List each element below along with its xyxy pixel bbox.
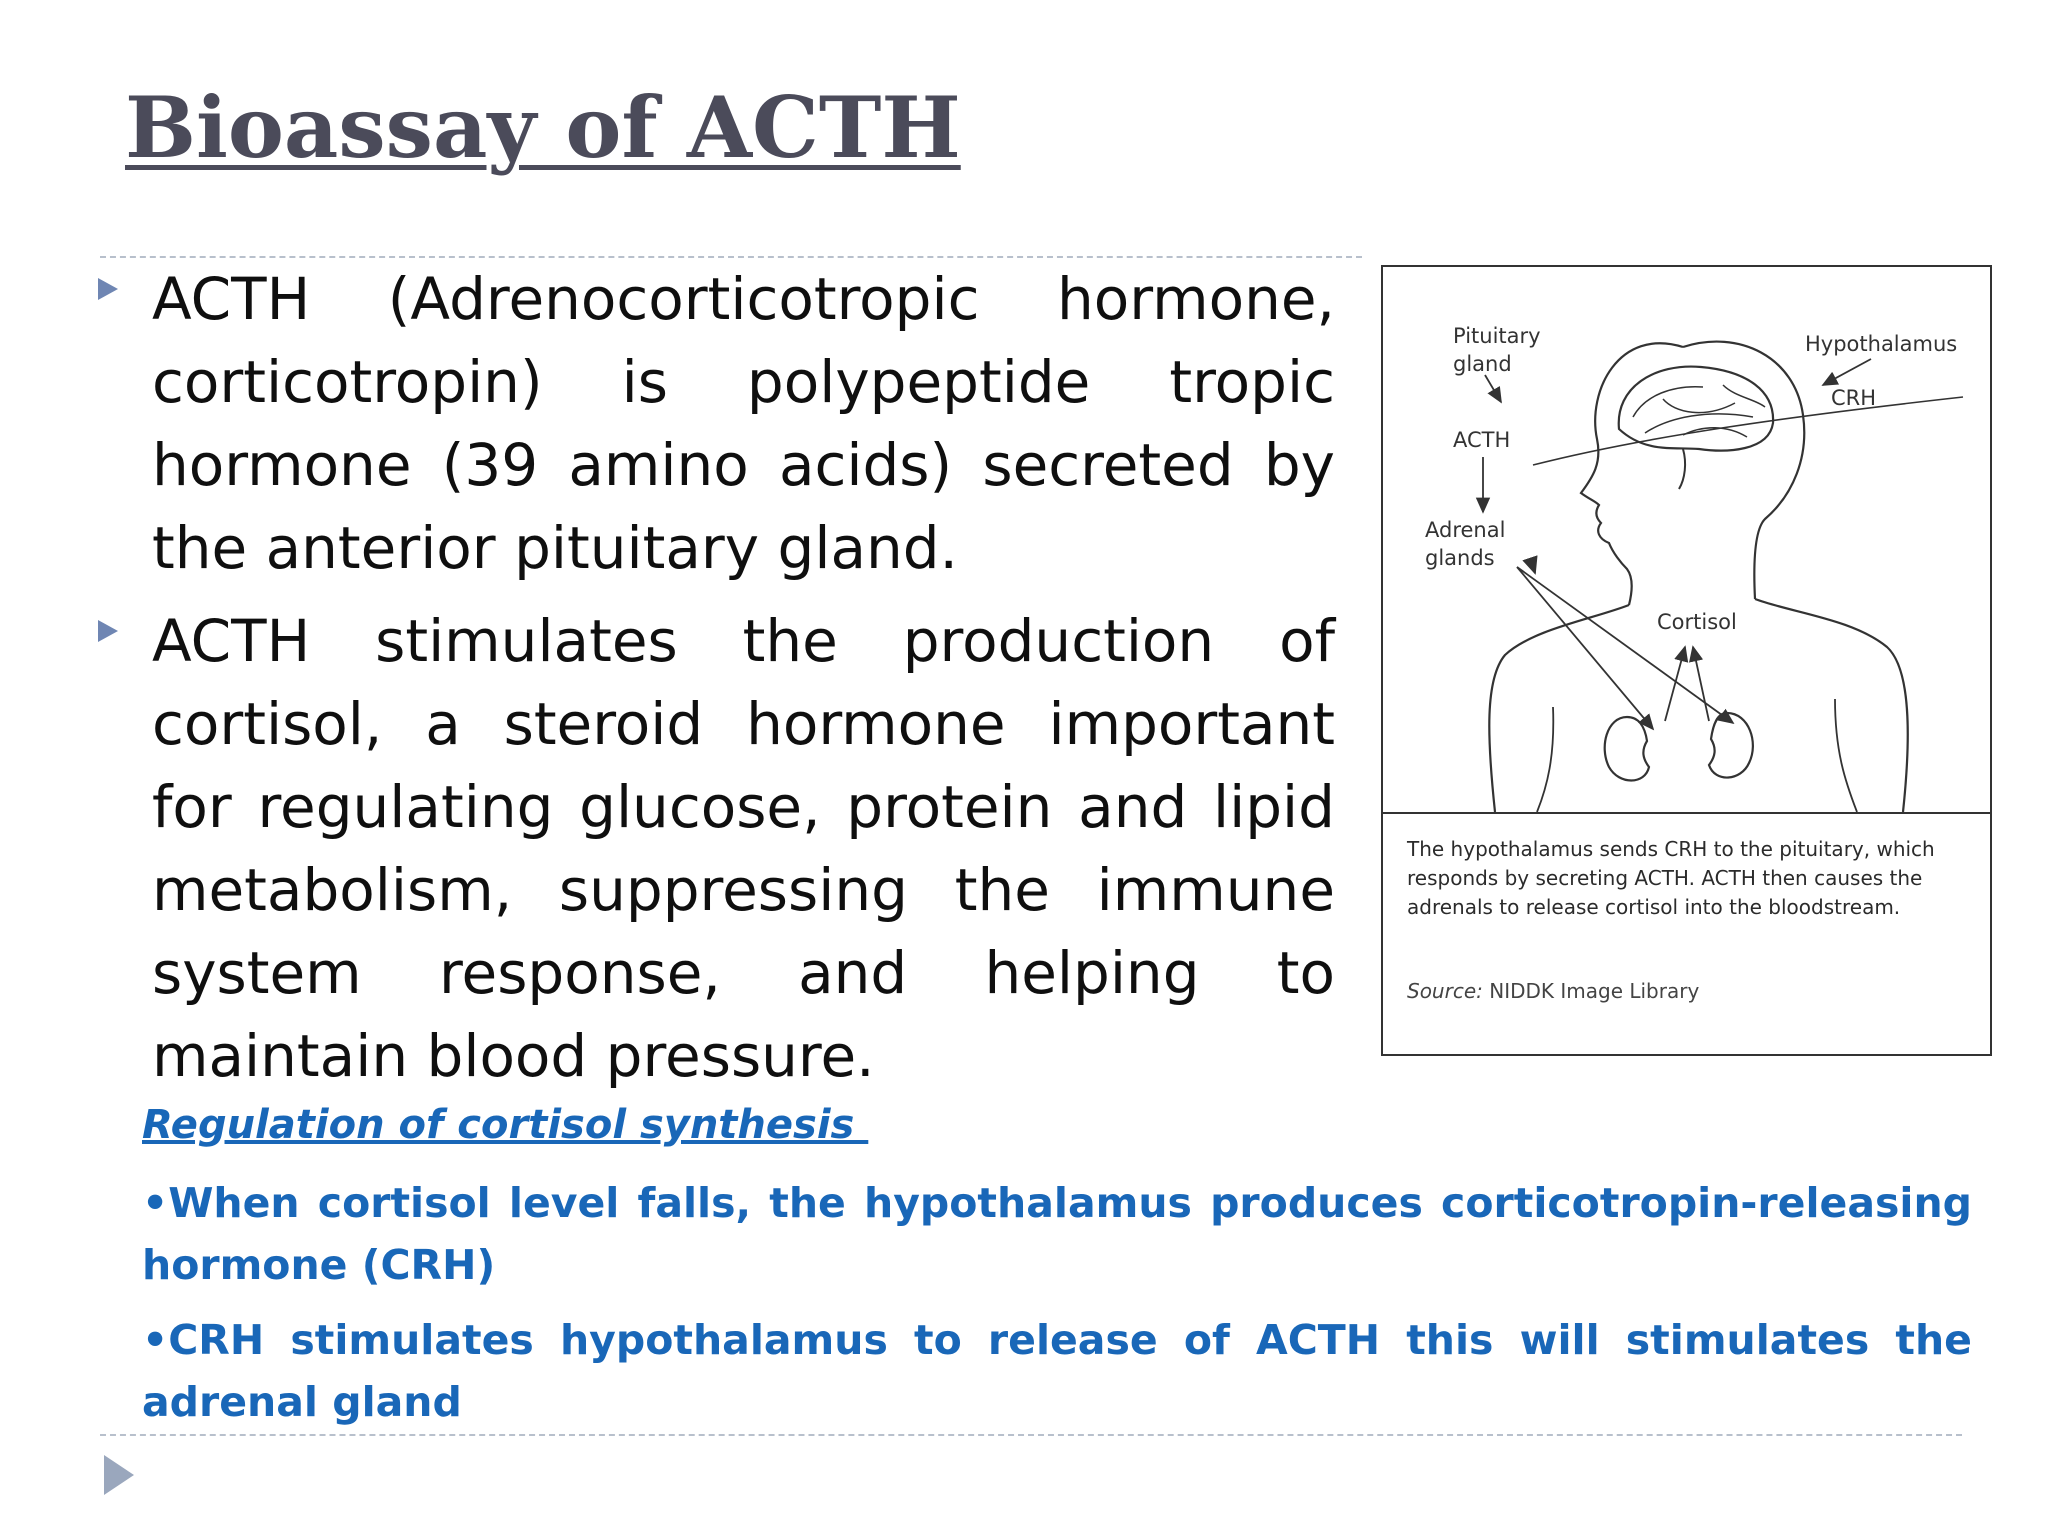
hormone-diagram-figure <box>1381 265 1992 1056</box>
label-adrenal: Adrenal <box>1425 518 1506 542</box>
back-of-head <box>1683 342 1804 599</box>
bottom-dashed-divider <box>100 1434 1962 1436</box>
label-adrenal-glands: glands <box>1425 546 1495 570</box>
face-profile <box>1581 343 1683 605</box>
slide-title: Bioassay of ACTH <box>125 78 961 177</box>
left-shoulder <box>1489 605 1629 812</box>
next-slide-arrow-icon[interactable] <box>104 1455 134 1495</box>
label-acth: ACTH <box>1453 428 1511 452</box>
left-kidney <box>1605 717 1649 781</box>
regulation-point: •When cortisol level falls, the hypothalamus produces corticotropin-releasing hormone (CRH) <box>142 1179 1972 1289</box>
figure-source <box>1407 979 1699 1003</box>
right-shoulder <box>1755 599 1908 812</box>
label-cortisol: Cortisol <box>1657 610 1737 634</box>
triangle-bullet-icon <box>98 278 118 300</box>
regulation-point: •CRH stimulates hypothalamus to release of ACTH this will stimulates the adrenal gland <box>142 1316 1972 1426</box>
pituitary-stalk <box>1679 449 1685 489</box>
right-kidney <box>1709 713 1753 778</box>
figure-divider <box>1383 812 1990 814</box>
bullet-text: ACTH (Adrenocorticotropic hormone, corticotropin) is polypeptide tropic hormone (39 amino acids) secreted by the anterior pituitary gland. <box>152 265 1335 582</box>
figure-caption: The hypothalamus sends CRH to the pituitary, which responds by secreting ACTH. ACTH then causes the adrenals to release cortisol into the bloodstream. <box>1407 837 1935 919</box>
label-pituitary-gland: gland <box>1453 352 1512 376</box>
label-crh: CRH <box>1831 386 1877 410</box>
brain-outline <box>1619 367 1773 451</box>
body-illustration <box>1383 267 1990 812</box>
label-pituitary: Pituitary <box>1453 324 1541 348</box>
source-text: NIDDK Image Library <box>1489 979 1700 1003</box>
source-label: Source: <box>1407 979 1483 1003</box>
label-hypothalamus: Hypothalamus <box>1805 332 1958 356</box>
bullet-list <box>90 258 1335 1098</box>
triangle-bullet-icon <box>98 620 118 642</box>
bullet-item <box>90 600 1335 1098</box>
bullet-item <box>90 258 1335 590</box>
bullet-text: ACTH stimulates the production of cortisol, a steroid hormone important for regulating glucose, protein and lipid metabolism, suppressing the immune system response, and helping to maintain blood pressure. <box>152 607 1335 1090</box>
regulation-heading: Regulation of cortisol synthesis <box>142 1102 869 1148</box>
